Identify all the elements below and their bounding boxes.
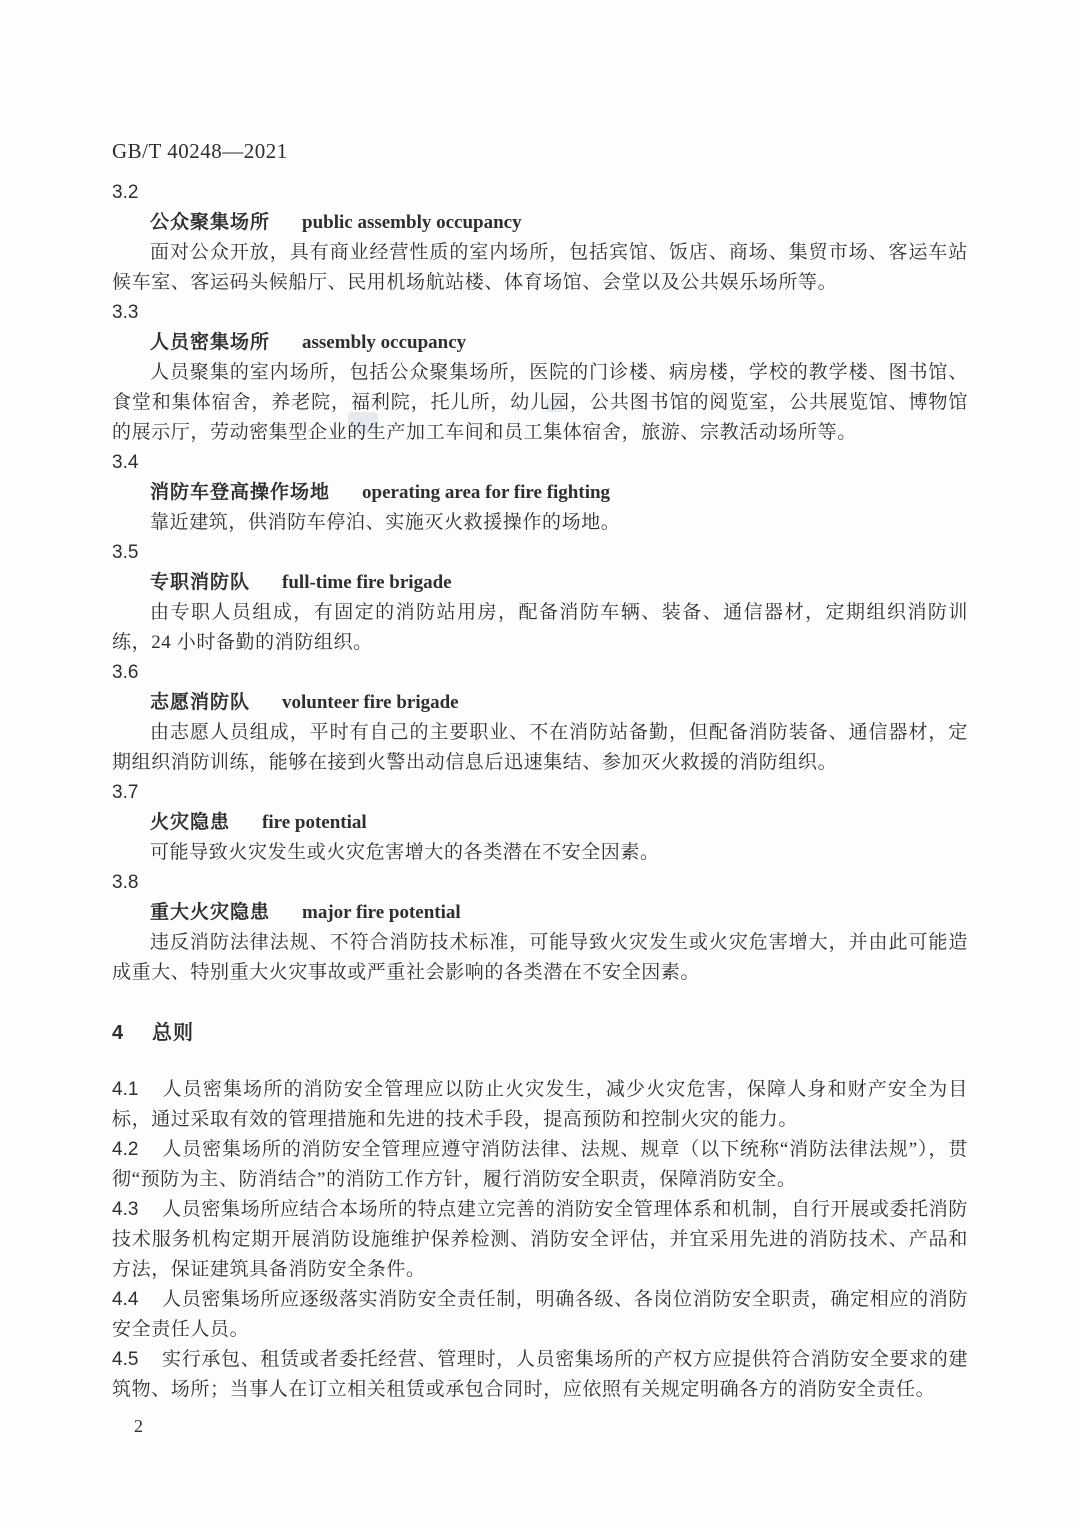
- term-number: 3.7: [112, 782, 139, 803]
- term-section-3-6: [112, 658, 968, 778]
- term-heading: [112, 898, 968, 928]
- term-zh: 专职消防队: [150, 572, 251, 593]
- term-en: operating area for fire fighting: [362, 482, 611, 503]
- term-section-3-2: [112, 178, 968, 298]
- term-section-3-7: [112, 778, 968, 868]
- clause-number: 4.2: [112, 1139, 139, 1160]
- clause-text: 人员密集场所应逐级落实消防安全责任制，明确各级、各岗位消防安全职责，确定相应的消防安全责任人员。: [112, 1289, 968, 1340]
- page-content: [112, 138, 968, 1439]
- term-definition: 由专职人员组成，有固定的消防站用房，配备消防车辆、装备、通信器材，定期组织消防训练，24 小时备勤的消防组织。: [112, 602, 968, 653]
- term-en: public assembly occupancy: [302, 212, 522, 233]
- clause-4-4: [112, 1285, 968, 1345]
- term-en: major fire potential: [302, 902, 461, 923]
- term-definition: 人员聚集的室内场所，包括公众聚集场所，医院的门诊楼、病房楼，学校的教学楼、图书馆、食堂和集体宿舍，养老院，福利院，托儿所，幼儿园，公共图书馆的阅览室，公共展览馆、博物馆的展示厅，劳动密集型企业的生产加工车间和员工集体宿舍，旅游、宗教活动场所等。: [112, 362, 968, 443]
- term-heading: [112, 328, 968, 358]
- term-section-3-3: [112, 298, 968, 448]
- term-en: fire potential: [262, 812, 367, 833]
- term-heading: [112, 208, 968, 238]
- clause-text: 人员密集场所应结合本场所的特点建立完善的消防安全管理体系和机制，自行开展或委托消防技术服务机构定期开展消防设施维护保养检测、消防安全评估，并宜采用先进的消防技术、产品和方法，保证建筑具备消防安全条件。: [112, 1199, 968, 1280]
- term-en: full-time fire brigade: [282, 572, 452, 593]
- term-zh: 人员密集场所: [150, 332, 271, 353]
- term-zh: 消防车登高操作场地: [150, 482, 331, 503]
- term-heading: [112, 478, 968, 508]
- clause-number: 4.5: [112, 1349, 139, 1370]
- clause-text: 人员密集场所的消防安全管理应遵守消防法律、法规、规章（以下统称“消防法律法规”），贯彻“预防为主、防消结合”的消防工作方针，履行消防安全职责，保障消防安全。: [112, 1139, 968, 1190]
- term-zh: 重大火灾隐患: [150, 902, 271, 923]
- clause-4-5: [112, 1345, 968, 1405]
- chapter-title: 总则: [152, 1022, 194, 1044]
- term-section-3-8: [112, 868, 968, 988]
- term-number: 3.8: [112, 872, 139, 893]
- term-definition: 由志愿人员组成，平时有自己的主要职业、不在消防站备勤，但配备消防装备、通信器材，定期组织消防训练，能够在接到火警出动信息后迅速集结、参加灭火救援的消防组织。: [112, 722, 968, 773]
- term-definition: 违反消防法律法规、不符合消防技术标准，可能导致火灾发生或火灾危害增大，并由此可能造成重大、特别重大火灾事故或严重社会影响的各类潜在不安全因素。: [112, 932, 968, 983]
- term-zh: 火灾隐患: [150, 812, 231, 833]
- term-number: 3.2: [112, 182, 139, 203]
- clause-number: 4.3: [112, 1199, 139, 1220]
- term-number: 3.5: [112, 542, 139, 563]
- term-number: 3.6: [112, 662, 139, 683]
- term-number: 3.4: [112, 452, 139, 473]
- clause-4-1: [112, 1075, 968, 1135]
- term-en: volunteer fire brigade: [282, 692, 459, 713]
- clause-text: 人员密集场所的消防安全管理应以防止火灾发生，减少火灾危害，保障人身和财产安全为目标，通过采取有效的管理措施和先进的技术手段，提高预防和控制火灾的能力。: [112, 1079, 968, 1130]
- term-heading: [112, 808, 968, 838]
- term-definition: 面对公众开放，具有商业经营性质的室内场所，包括宾馆、饭店、商场、集贸市场、客运车站候车室、客运码头候船厅、民用机场航站楼、体育场馆、会堂以及公共娱乐场所等。: [112, 242, 968, 293]
- term-section-3-4: [112, 448, 968, 538]
- clause-number: 4.4: [112, 1289, 139, 1310]
- term-zh: 志愿消防队: [150, 692, 251, 713]
- chapter-number: 4: [112, 1022, 125, 1044]
- term-definition: 靠近建筑，供消防车停泊、实施灭火救援操作的场地。: [150, 512, 621, 533]
- term-zh: 公众聚集场所: [150, 212, 271, 233]
- term-en: assembly occupancy: [302, 332, 467, 353]
- clause-text: 实行承包、租赁或者委托经营、管理时，人员密集场所的产权方应提供符合消防安全要求的建筑物、场所；当事人在订立相关租赁或承包合同时，应依照有关规定明确各方的消防安全责任。: [112, 1349, 968, 1400]
- term-heading: [112, 568, 968, 598]
- term-section-3-5: [112, 538, 968, 658]
- standard-code-header: GB/T 40248—2021: [112, 139, 288, 163]
- clause-number: 4.1: [112, 1079, 139, 1100]
- chapter-heading: [112, 1018, 968, 1048]
- term-number: 3.3: [112, 302, 139, 323]
- page-number: 2: [134, 1416, 143, 1436]
- term-heading: [112, 688, 968, 718]
- term-definition: 可能导致火灾发生或火灾危害增大的各类潜在不安全因素。: [150, 842, 660, 863]
- clause-4-3: [112, 1195, 968, 1285]
- clause-4-2: [112, 1135, 968, 1195]
